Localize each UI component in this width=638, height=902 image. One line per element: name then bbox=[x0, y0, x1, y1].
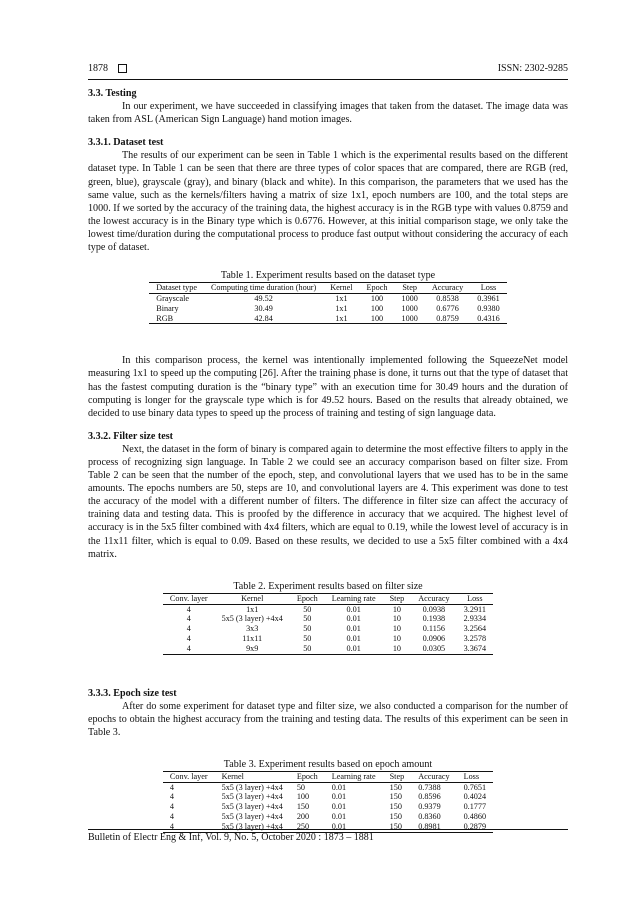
table-cell: 4 bbox=[169, 802, 175, 812]
table-cell: 250 bbox=[290, 822, 325, 832]
table-cell: 4 bbox=[186, 633, 191, 643]
table-row bbox=[149, 293, 506, 303]
paragraph-testing: In our experiment, we have succeeded in classifying images that taken from the dataset. The image data was taken from ASL (American Sign Language) hand motion images. bbox=[88, 101, 568, 126]
column-header: Step bbox=[394, 283, 424, 294]
table-cell: 0.9379 bbox=[418, 802, 441, 812]
table-cell: 0.7651 bbox=[463, 782, 487, 792]
table-cell: 5x5 (3 layer) +4x4 bbox=[221, 782, 283, 792]
header-rule bbox=[88, 79, 568, 80]
table-cell: 5x5 (3 layer) +4x4 bbox=[221, 614, 283, 624]
table-cell: 1000 bbox=[401, 293, 418, 303]
table1 bbox=[149, 282, 506, 324]
table-cell: 150 bbox=[389, 792, 402, 802]
column-header: Dataset type bbox=[149, 283, 204, 294]
table3-caption: Table 3. Experiment results based on epoch amount bbox=[223, 758, 433, 770]
table-cell: 0.0305 bbox=[411, 644, 456, 654]
table-cell: 0.0938 bbox=[422, 604, 446, 614]
table-cell: 1x1 bbox=[335, 303, 348, 313]
table-cell: 3.2578 bbox=[463, 633, 487, 643]
table-cell: 1x1 bbox=[323, 314, 359, 324]
table-cell: 0.9380 bbox=[477, 303, 500, 313]
column-header: Step bbox=[383, 593, 412, 604]
table-cell: RGB bbox=[149, 314, 204, 324]
issn-label: ISSN: 2302-9285 bbox=[497, 62, 568, 74]
table-header-row bbox=[149, 283, 506, 294]
table-cell: 0.8360 bbox=[418, 812, 441, 822]
column-header: Kernel bbox=[323, 283, 359, 294]
column-header: Conv. layer bbox=[163, 771, 215, 782]
paragraph-dataset-test-1: The results of our experiment can be seen in Table 1 which is the experimental results based on the different dataset type. In Table 1 can be seen that there are three types of color spaces that are compared, there are RGB (red, green, blue), grayscale (gray), and binary (black and white). In this comparison, the parameters that we used has the same value, such as the kernels/filters having a matrix of size 1x1, epoch numbers are 100, and the total steps are 1000. If we sorted by the accuracy of the training data, the highest accuracy is in the RGB type with values 0.8759 and the lowest accuracy is in the Binary type which is 0.6776. However, at this initial comparison stage, we only take the lowest time/duration during the computational process to produce fast output without considering the accuracy of each type of dataset. bbox=[88, 150, 568, 254]
paragraph-dataset-test-2: In this comparison process, the kernel was intentionally implemented following the SqueezeNet model measuring 1x1 to speed up the computing [26]. After the training phase is done, it turns out that the type of dataset that has the fastest computing duration is the “binary type” with an execution time for 30.49 hours and the duration of computing is longer for the grayscale type which is for 49.52 hours. Based on the results that already obtained, we decided to use binary data types to speed up the process of training and testing of sign language data. bbox=[88, 355, 568, 419]
section-heading-testing: 3.3. Testing bbox=[88, 88, 137, 99]
section-heading-filter-test: 3.3.2. Filter size test bbox=[88, 430, 174, 442]
column-header: Step bbox=[383, 771, 412, 782]
table-row bbox=[163, 792, 493, 802]
table-cell: 49.52 bbox=[254, 293, 273, 303]
table-cell: 0.01 bbox=[331, 792, 347, 802]
table-cell: 0.6776 bbox=[436, 303, 459, 313]
table-cell: 30.49 bbox=[254, 303, 273, 313]
table2-caption: Table 2. Experiment results based on filter size bbox=[233, 580, 423, 592]
table-cell: 50 bbox=[303, 633, 312, 643]
table-row bbox=[149, 314, 506, 324]
table-cell: 1000 bbox=[394, 314, 424, 324]
column-header: Learning rate bbox=[325, 771, 383, 782]
table-cell: 0.8538 bbox=[436, 293, 459, 303]
table-row bbox=[163, 624, 493, 634]
table-cell: 3.2911 bbox=[463, 604, 486, 614]
table-row bbox=[149, 304, 506, 314]
table-cell: 0.1156 bbox=[422, 624, 445, 634]
table-cell: 4 bbox=[169, 812, 175, 822]
column-header: Loss bbox=[457, 771, 494, 782]
table-cell: 0.8759 bbox=[425, 314, 470, 324]
table1-caption: Table 1. Experiment results based on the dataset type bbox=[220, 270, 436, 282]
page-footer: Bulletin of Electr Eng & Inf, Vol. 9, No. 5, October 2020 : 1873 – 1881 bbox=[88, 832, 374, 843]
table-cell: 5x5 (3 layer) +4x4 bbox=[221, 802, 283, 812]
table-cell: 1x1 bbox=[246, 604, 259, 614]
table-cell: 4 bbox=[163, 644, 215, 654]
table-cell: 50 bbox=[303, 624, 312, 634]
table-cell: 0.4024 bbox=[463, 792, 487, 802]
table-cell: 0.01 bbox=[331, 782, 347, 792]
table-cell: 4 bbox=[186, 624, 191, 634]
table-cell: 50 bbox=[290, 644, 325, 654]
table-cell: 0.01 bbox=[325, 644, 383, 654]
table-header-row bbox=[163, 593, 493, 604]
table-cell: 3.2564 bbox=[463, 624, 487, 634]
table-cell: 0.01 bbox=[346, 614, 361, 624]
table-cell: 42.84 bbox=[204, 314, 323, 324]
table-cell: 100 bbox=[370, 293, 384, 303]
table-row bbox=[163, 644, 493, 654]
table-row bbox=[163, 614, 493, 624]
table-cell: Binary bbox=[156, 303, 179, 313]
table-cell: 10 bbox=[392, 624, 401, 634]
table-cell: 0.1777 bbox=[463, 802, 487, 812]
section-heading-epoch-test: 3.3.3. Epoch size test bbox=[88, 687, 177, 699]
column-header: Epoch bbox=[290, 771, 325, 782]
table-cell: 100 bbox=[360, 314, 395, 324]
column-header: Epoch bbox=[290, 593, 325, 604]
footer-rule bbox=[88, 829, 568, 830]
table-header-row bbox=[163, 771, 493, 782]
table-cell: 1x1 bbox=[335, 293, 348, 303]
table-row bbox=[163, 634, 493, 644]
table-cell: 0.3961 bbox=[477, 293, 500, 303]
column-header: Conv. layer bbox=[163, 593, 215, 604]
table-cell: 2.9334 bbox=[463, 614, 487, 624]
table-cell: 0.01 bbox=[331, 812, 347, 822]
table-cell: 5x5 (3 layer) +4x4 bbox=[221, 792, 283, 802]
paragraph-filter-test: Next, the dataset in the form of binary is compared again to determine the most effective filters to apply in the process of recognizing sign language. In Table 2 we could see an accuracy comparison based on filter size. From Table 2 can be seen that the number of the epoch, step, and convolutional layers that we used has to be in the same amounts. The epochs numbers are 50, steps are 10, and convolutional layers are 4. This experiment was done to test the accuracy of the model with a different number of filters. The difference in filter size can affect the accuracy of training data and testing data. This is proofed by the difference in accuracy that we acquired. The highest level of accuracy is in the 5x5 filter combined with 4x4 filters, which are equal to 0.19, while the lowest level of accuracy is in the 11x11 filter, which is equal to 0.09. Based on these results, we decided to use a 5x5 filter combined with a 4x4 matrix. bbox=[88, 443, 568, 560]
table-body bbox=[163, 782, 493, 832]
table-cell: 0.4860 bbox=[463, 812, 487, 822]
table-row bbox=[163, 802, 493, 812]
table-cell: 9x9 bbox=[215, 644, 290, 654]
column-header: Loss bbox=[470, 283, 507, 294]
column-header: Kernel bbox=[215, 593, 290, 604]
table-cell: 4 bbox=[163, 822, 215, 832]
table-cell: 150 bbox=[296, 802, 310, 812]
table-cell: 0.01 bbox=[331, 802, 347, 812]
table-cell: 50 bbox=[303, 604, 312, 614]
column-header: Epoch bbox=[360, 283, 395, 294]
table2 bbox=[163, 593, 493, 655]
paragraph-epoch-test: After do some experiment for dataset type and filter size, we also conducted a comparison for the number of epochs to obtain the highest accuracy from the training and testing data. The results of this experiment can be seen in Table 3. bbox=[88, 700, 568, 738]
table-cell: 0.4316 bbox=[470, 314, 507, 324]
page-number: 1878 bbox=[88, 62, 108, 74]
table-cell: Grayscale bbox=[156, 293, 189, 303]
table3 bbox=[163, 771, 493, 833]
table-cell: 150 bbox=[389, 802, 402, 812]
table-cell: 0.0906 bbox=[422, 633, 446, 643]
table-cell: 0.8981 bbox=[411, 822, 456, 832]
table-cell: 4 bbox=[186, 604, 191, 614]
table-cell: 0.01 bbox=[346, 624, 361, 634]
column-header: Loss bbox=[457, 593, 494, 604]
table-cell: 4 bbox=[169, 782, 175, 792]
column-header: Accuracy bbox=[411, 771, 456, 782]
table-cell: 0.2879 bbox=[457, 822, 494, 832]
section-heading-dataset-test: 3.3.1. Dataset test bbox=[88, 137, 164, 149]
table-body bbox=[163, 604, 493, 654]
table-cell: 150 bbox=[389, 782, 402, 792]
table-cell: 11x11 bbox=[242, 633, 263, 643]
table-cell: 3x3 bbox=[246, 624, 259, 634]
table-cell: 50 bbox=[303, 614, 312, 624]
table-cell: 4 bbox=[169, 792, 175, 802]
table-cell: 10 bbox=[392, 633, 401, 643]
table-row bbox=[163, 782, 493, 792]
table-cell: 200 bbox=[296, 812, 310, 822]
table-cell: 0.01 bbox=[346, 633, 361, 643]
table-row bbox=[163, 604, 493, 614]
main-content bbox=[88, 83, 568, 833]
column-header: Computing time duration (hour) bbox=[204, 283, 323, 294]
table-cell: 0.01 bbox=[325, 822, 383, 832]
table-cell: 150 bbox=[383, 822, 412, 832]
table-cell: 4 bbox=[186, 614, 191, 624]
table-cell: 1000 bbox=[401, 303, 418, 313]
table-cell: 150 bbox=[389, 812, 402, 822]
table-cell: 3.3674 bbox=[457, 644, 494, 654]
table-row bbox=[163, 822, 493, 832]
table-body bbox=[149, 293, 506, 323]
table-cell: 50 bbox=[296, 782, 306, 792]
table-cell: 5x5 (3 layer) +4x4 bbox=[215, 822, 290, 832]
column-header: Accuracy bbox=[411, 593, 456, 604]
column-header: Kernel bbox=[215, 771, 290, 782]
table-cell: 5x5 (3 layer) +4x4 bbox=[221, 812, 283, 822]
table-cell: 10 bbox=[383, 644, 412, 654]
table-row bbox=[163, 812, 493, 822]
column-header: Accuracy bbox=[425, 283, 470, 294]
table-cell: 0.7388 bbox=[418, 782, 441, 792]
table-cell: 10 bbox=[392, 604, 401, 614]
column-header: Learning rate bbox=[325, 593, 383, 604]
table-cell: 100 bbox=[370, 303, 384, 313]
page-header bbox=[88, 60, 568, 76]
square-bullet-icon bbox=[118, 64, 127, 73]
table-cell: 0.8596 bbox=[418, 792, 441, 802]
table-cell: 10 bbox=[392, 614, 401, 624]
table-cell: 0.1938 bbox=[422, 614, 446, 624]
table-cell: 0.01 bbox=[346, 604, 361, 614]
table-cell: 100 bbox=[296, 792, 310, 802]
